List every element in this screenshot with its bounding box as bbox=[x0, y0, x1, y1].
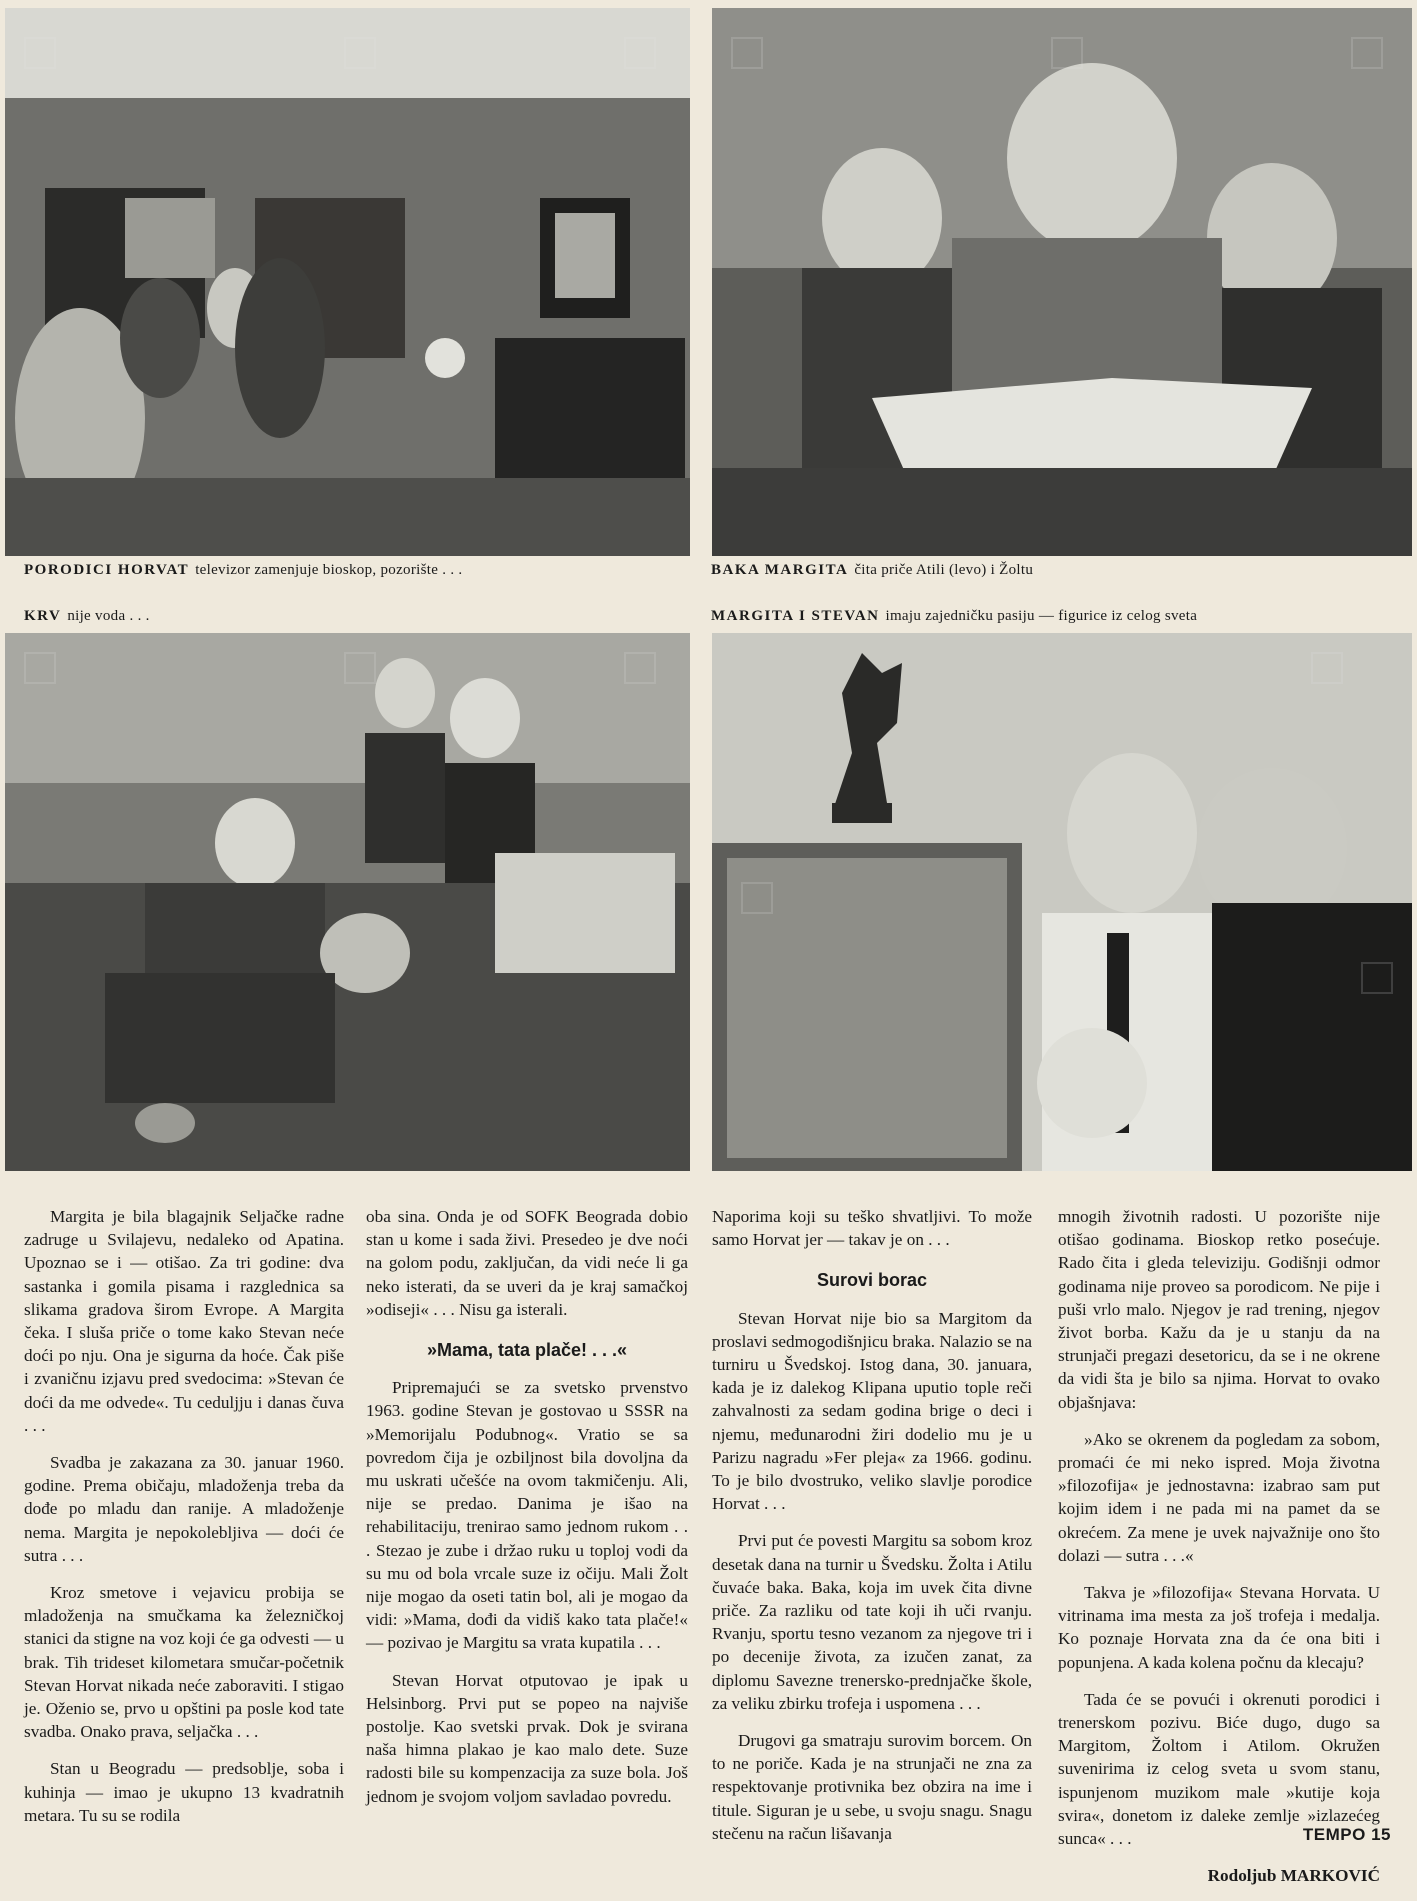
children-playing-photo bbox=[5, 633, 690, 1171]
article-column-1 bbox=[24, 1205, 344, 1841]
page-number: 15 bbox=[1371, 1825, 1391, 1844]
section-heading-mama: »Mama, tata plače! . . .« bbox=[426, 1340, 628, 1361]
caption-couple-figurines bbox=[711, 608, 1197, 625]
family-living-room-photo bbox=[5, 8, 690, 556]
article-column-4 bbox=[1058, 1205, 1380, 1901]
paragraph: Prvi put će povesti Margitu sa sobom kroz desetak dana na turnir u Švedsku. Žolta i Atilu čuvaće baka. Baka, koja im uvek čita divne priče. Za razliku od tate koji ih uči rvanju. Rvanju, sportu tesno vezanom za njegove tri i po decenije života, za izučen zanat, za diplomu Savezne trenersko-prednjačke škole, za veliku zbirku trofeja i uspomena . . . bbox=[712, 1531, 1032, 1713]
couple-with-figurines-photo bbox=[712, 633, 1412, 1171]
paragraph: Margita je bila blagajnik Seljačke radne zadruge u Svilajevu, nedaleko od Apatina. Upoznao se i — otišao. Za tri godine: dva sastanka i gomila pisama i razglednica sa slikama gradova širom Evrope. A Margita čeka. I sluša priče o tome kako Stevan neće doći po nju. Ona je sigurna da hoće. Čak piše i zvaničnu izjavu pred svedocima: »Stevan će doći da me odvede«. Tu ceduljju i danas čuva . . . bbox=[24, 1207, 344, 1435]
paragraph: Naporima koji su teško shvatljivi. To može samo Horvat jer — takav je on . . . bbox=[712, 1207, 1032, 1250]
caption-kids-playing bbox=[24, 608, 150, 625]
caption-family-tv bbox=[24, 562, 462, 579]
grandmother-reading-photo bbox=[712, 8, 1412, 556]
caption-grandma-reading bbox=[711, 562, 1033, 579]
paragraph: Takva je »filozofija« Stevana Horvata. U vitrinama ima mesta za još trofeja i medalja. Ko poznaje Horvata zna da će ona biti i popunjena. A kada kolena počnu da klecaju? bbox=[1058, 1583, 1380, 1672]
page-footer bbox=[1303, 1825, 1391, 1845]
caption-label: MARGITA I STEVAN bbox=[711, 608, 880, 624]
paragraph: Stevan Horvat nije bio sa Margitom da proslavi sedmogodišnjicu braka. Nalazio se na turniru u Švedskoj. Istog dana, 30. januara, kada je iz dalekog Klipana uputio tople reči zahvalnosti za sedam godina brige o deci i njemu, međunarodni žiri dodelio mu je u Parizu nagradu »Fer pleja« za 1966. godinu. To je bilo dvostruko, veliko slavlje porodice Horvat . . . bbox=[712, 1308, 1032, 1514]
caption-text: televizor zamenjuje bioskop, pozorište . . . bbox=[195, 562, 463, 578]
paragraph: Stevan Horvat otputovao je ipak u Helsinborg. Prvi put se popeo na najviše postolje. Kao svetski prvak. Dok je svirana naša himna plakao je kao malo dete. Suze radosti bile su kompenzacija za suze bola. Još jednom je svojom voljom savladao povredu. bbox=[366, 1670, 688, 1806]
caption-text: nije voda . . . bbox=[67, 608, 150, 624]
section-heading-surovi-borac: Surovi borac bbox=[816, 1270, 928, 1291]
magazine-name: TEMPO bbox=[1302, 1825, 1366, 1844]
paragraph: »Ako se okrenem da pogledam za sobom, promaći će mi neko ispred. Moja životna »filozofija« je jednostavna: izabrao sam put kojim idem i ne pada mi na pamet da se okrećem. Za mene je uvek najvažnije ono što dolazi — sutra . . .« bbox=[1058, 1429, 1380, 1565]
paragraph: oba sina. Onda je od SOFK Beograda dobio stan u kome i sada živi. Presedeo je dve noći na golom podu, zaključan, da vidi neće li ga neko isterati, da se uveri da je kraj samačkoj »odiseji« . . . Nisu ga isterali. bbox=[366, 1207, 688, 1319]
author-signature: Rodoljub MARKOVIĆ bbox=[1207, 1866, 1380, 1886]
paragraph: Pripremajući se za svetsko prvenstvo 1963. godine Stevan je gostovao u SSSR na »Memorijalu Podubnog«. Vratio se sa povredom čija je ozbiljnost bila dovoljna da mu uskrati učešće na ovom takmičenju. Ali, nije se predao. Danima je išao na rehabilitaciju, trenirao samo jednom rukom . . . Stezao je zube i držao ruku u toploj vodi da su mu od bola vrcale suze iz očiju. Mali Žolt nije mogao da oseti tatin bol, ali je mogao da vidi: »Mama, dođi da vidiš kako tata plače!« — pozivao je Margitu sa vrata kupatila . . . bbox=[366, 1378, 688, 1653]
paragraph: Stan u Beogradu — predsoblje, soba i kuhinja — imao je ukupno 13 kvadratnih metara. Tu su se rodila bbox=[24, 1759, 344, 1825]
caption-text: imaju zajedničku pasiju — figurice iz celog sveta bbox=[885, 608, 1198, 624]
article-column-3 bbox=[712, 1205, 1032, 1859]
paragraph: Kroz smetove i vejavicu probija se mladoženja na smučkama ka železničkoj stanici da stigne na voz koji će ga odvesti — u brak. Tih trideset kilometara smučar-početnik Stevan Horvat nikada neće zaboraviti. I stigao je. Oženio se, prvo u opštini pa posle kod tate svadba. Onako prava, seljačka . . . bbox=[24, 1583, 344, 1742]
caption-label: KRV bbox=[24, 608, 62, 624]
article-column-2 bbox=[366, 1205, 688, 1822]
caption-label: PORODICI HORVAT bbox=[24, 562, 190, 578]
caption-text: čita priče Atili (levo) i Žoltu bbox=[854, 562, 1034, 578]
paragraph: mnogih životnih radosti. U pozorište nije otišao godinama. Bioskop retko posećuje. Rado čita i gleda televiziju. Godišnji odmor godinama nije proveo sa porodicom. Ne pije i puši vrlo malo. Njegov je rad trening, njegov život borba. Kažu da je u stanju da na strunjači pregazi desetoricu, da se i ne okrene da vidi šta je bilo sa njima. Horvat to ovako objašnjava: bbox=[1058, 1207, 1380, 1412]
caption-label: BAKA MARGITA bbox=[711, 562, 849, 578]
paragraph: Tada će se povući i okrenuti porodici i trenerskom pozivu. Biće dugo, dugo sa Margitom, Žoltom i Atilom. Okružen suvenirima iz celog sveta u svom stanu, ispunjenom muzikom male »kutije koja svira«, donetom iz daleke zemlje »izlazećeg sunca« . . . bbox=[1058, 1689, 1380, 1849]
paragraph: Drugovi ga smatraju surovim borcem. On to ne poriče. Kada je na strunjači ne zna za respektovanje protivnika bez obzira na ime i titule. Siguran je u sebe, u svoju snagu. Snagu stečenu na račun lišavanja bbox=[712, 1731, 1032, 1843]
paragraph: Svadba je zakazana za 30. januar 1960. godine. Prema običaju, mladoženja treba da dođe po mladu dan ranije. A mladoženje nema. Margita je nepokolebljiva — doći će sutra . . . bbox=[24, 1453, 344, 1565]
